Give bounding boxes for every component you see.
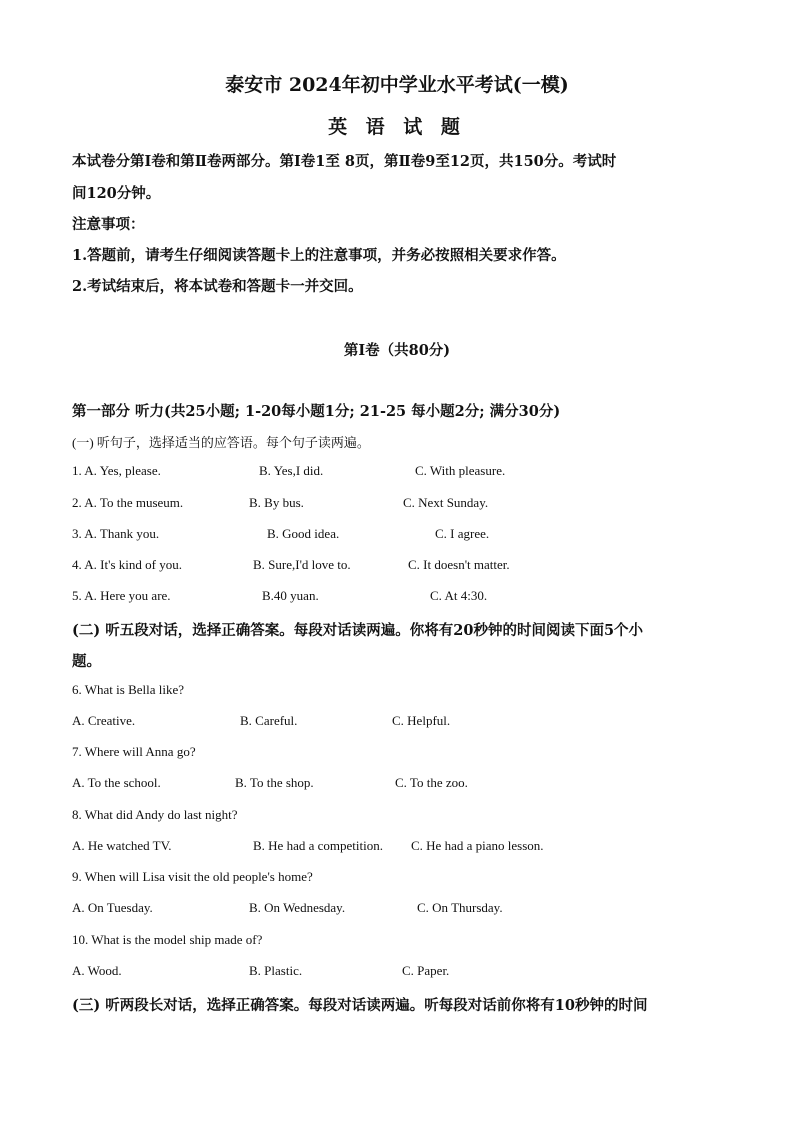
q3-option-a: 3. A. Thank you. — [72, 526, 160, 541]
exam-title: 泰安市 2024年初中学业水平考试(一模) — [225, 74, 569, 96]
q9-option-c: C. On Thursday. — [417, 900, 503, 915]
q6-option-c: C. Helpful. — [392, 713, 451, 728]
q7-question: 7. Where will Anna go? — [72, 744, 196, 759]
notes-item-2: 2.考试结束后，将本试卷和答题卡一并交回。 — [72, 278, 363, 295]
q9-option-b: B. On Wednesday. — [249, 900, 346, 915]
q10-option-b: B. Plastic. — [249, 963, 303, 978]
q2-option-a: 2. A. To the museum. — [72, 495, 184, 510]
part1-heading: 第一部分 听力(共25小题; 1-20每小题1分; 21-25 每小题2分; 满分30分) — [72, 403, 561, 420]
q3-option-b: B. Good idea. — [267, 526, 340, 541]
q8-option-c: C. He had a piano lesson. — [411, 838, 544, 853]
notes-item-1: 1.答题前，请考生仔细阅读答题卡上的注意事项，并务必按照相关要求作答。 — [72, 247, 566, 264]
q8-option-a: A. He watched TV. — [72, 838, 172, 853]
q1-option-b: B. Yes,I did. — [259, 463, 324, 478]
q10-option-c: C. Paper. — [402, 963, 450, 978]
q5-option-c: C. At 4:30. — [430, 588, 488, 603]
q2-option-b: B. By bus. — [249, 495, 304, 510]
section3-heading-line-1: (三) 听两段长对话，选择正确答案。每段对话读两遍。听每段对话前你将有10秒钟的时间 — [72, 997, 648, 1014]
q8-question: 8. What did Andy do last night? — [72, 807, 238, 822]
q3-option-c: C. I agree. — [435, 526, 490, 541]
intro-line-1: 本试卷分第Ⅰ卷和第Ⅱ卷两部分。第Ⅰ卷1至 8页，第Ⅱ卷9至12页，共150分。考试时 — [72, 153, 617, 170]
q7-option-c: C. To the zoo. — [395, 775, 468, 790]
q5-option-b: B.40 yuan. — [262, 588, 319, 603]
section2-heading-line-2: 题。 — [72, 653, 101, 670]
q9-option-a: A. On Tuesday. — [72, 900, 153, 915]
q1-option-c: C. With pleasure. — [415, 463, 506, 478]
q5-option-a: 5. A. Here you are. — [72, 588, 171, 603]
volume-title: 第Ⅰ卷（共80分) — [343, 342, 451, 359]
section1-heading: (一) 听句子，选择适当的应答语。每个句子读两遍。 — [72, 435, 370, 450]
q9-question: 9. When will Lisa visit the old people's home? — [72, 869, 313, 884]
q7-option-b: B. To the shop. — [235, 775, 314, 790]
q6-question: 6. What is Bella like? — [72, 682, 185, 697]
q8-option-b: B. He had a competition. — [253, 838, 383, 853]
q4-option-a: 4. A. It's kind of you. — [72, 557, 182, 572]
exam-subtitle: 英 语 试 题 — [328, 116, 466, 138]
q4-option-c: C. It doesn't matter. — [408, 557, 510, 572]
section2-heading-line-1: (二) 听五段对话，选择正确答案。每段对话读两遍。你将有20秒钟的时间阅读下面5个小 — [72, 622, 644, 639]
q1-option-a: 1. A. Yes, please. — [72, 463, 161, 478]
q6-option-b: B. Careful. — [240, 713, 298, 728]
q10-question: 10. What is the model ship made of? — [72, 932, 263, 947]
q6-option-a: A. Creative. — [72, 713, 136, 728]
q7-option-a: A. To the school. — [72, 775, 161, 790]
intro-line-2: 间120分钟。 — [72, 185, 161, 202]
notes-heading: 注意事项： — [72, 216, 145, 233]
q4-option-b: B. Sure,I'd love to. — [253, 557, 351, 572]
q2-option-c: C. Next Sunday. — [403, 495, 489, 510]
q10-option-a: A. Wood. — [72, 963, 122, 978]
